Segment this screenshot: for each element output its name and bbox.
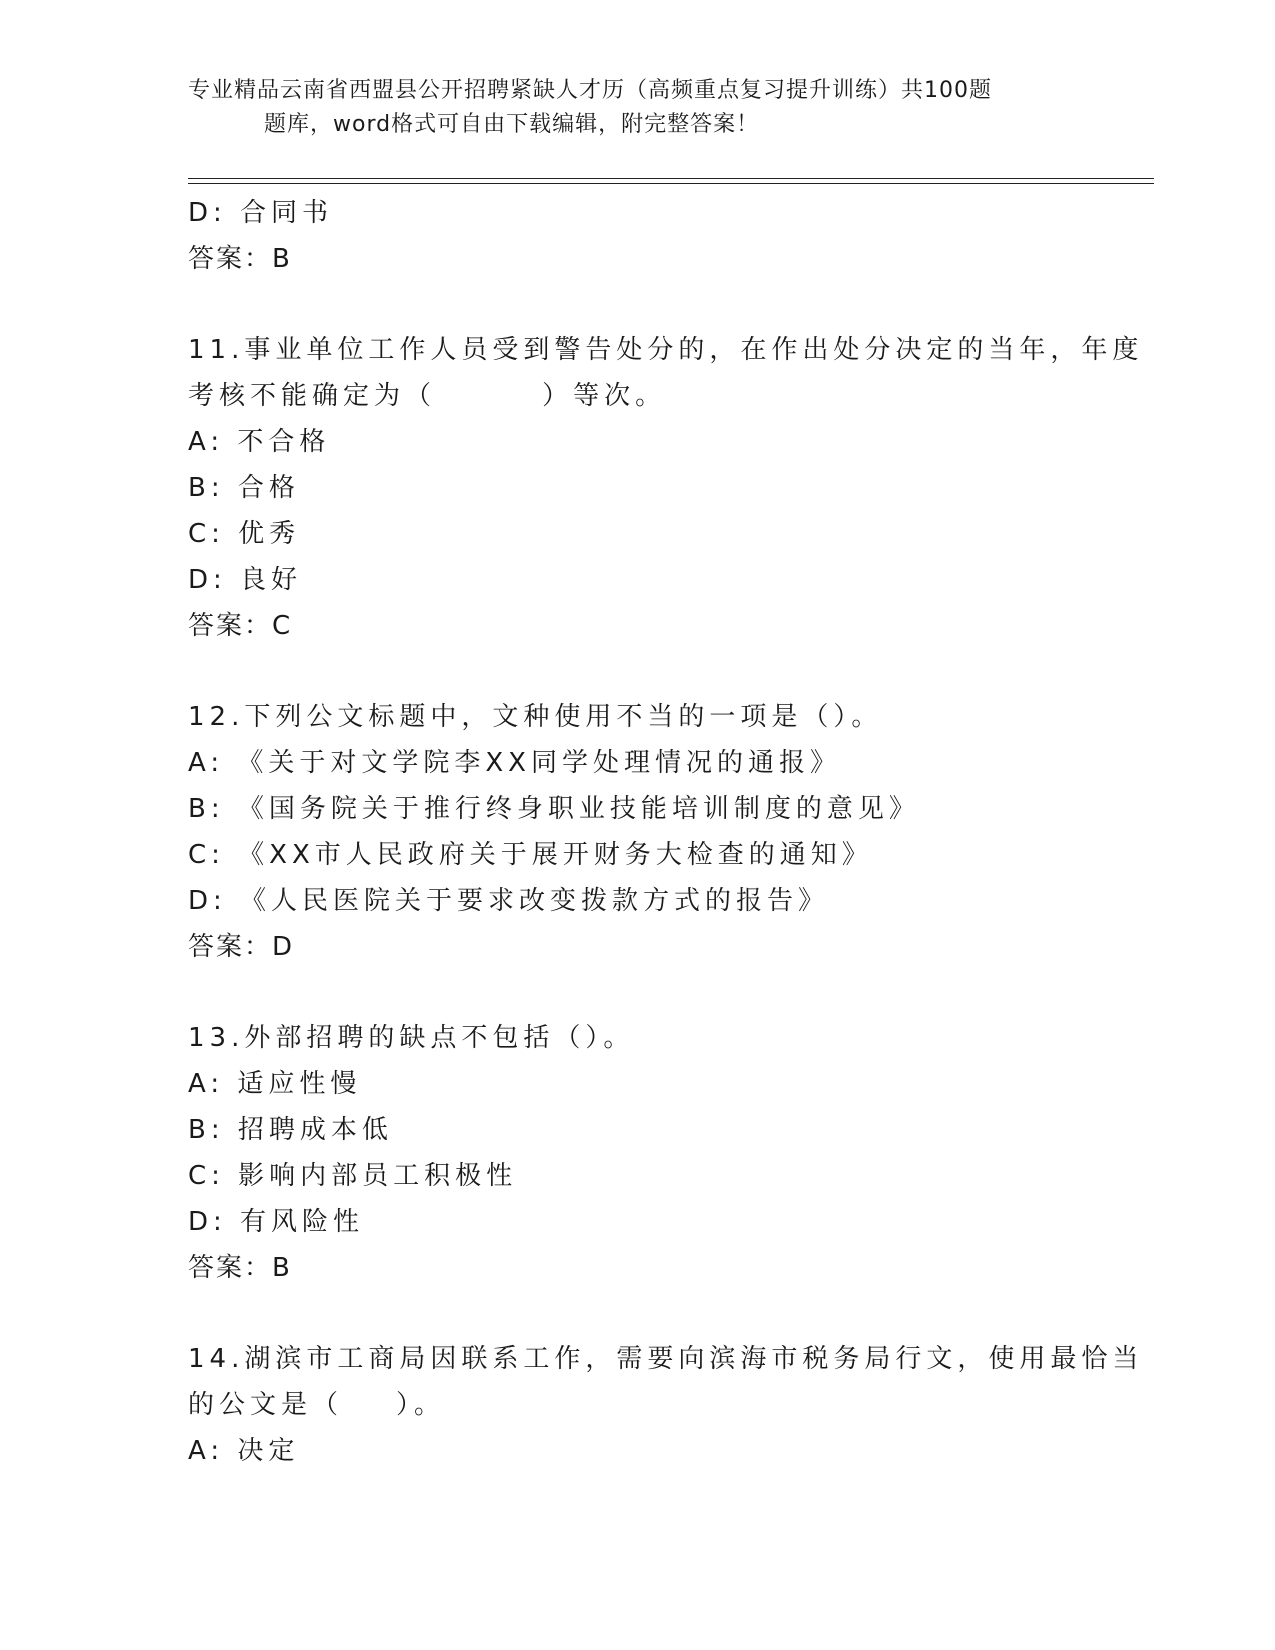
question-text-cont: 考核不能确定为（ ）等次。 [188, 381, 667, 411]
option-d: D: 合同书 [188, 198, 334, 228]
option-d: D: 《人民医院关于要求改变拨款方式的报告》 [188, 886, 830, 916]
option-a: A: 决定 [188, 1436, 300, 1466]
question-text: 11.事业单位工作人员受到警告处分的，在作出处分决定的当年，年度 [188, 335, 1144, 365]
option-b: B: 合格 [188, 473, 300, 503]
option-a: A: 《关于对文学院李XX同学处理情况的通报》 [188, 748, 841, 778]
question-11 [188, 327, 1148, 649]
option-c: C: 优秀 [188, 519, 301, 549]
question-13 [188, 1015, 1148, 1291]
question-list [188, 190, 1148, 1474]
header-title-line2: 题库，word格式可自由下载编辑，附完整答案！ [264, 112, 760, 137]
option-c: C: 影响内部员工积极性 [188, 1161, 518, 1191]
header-rule-bottom [188, 183, 1154, 184]
option-d: D: 良好 [188, 565, 303, 595]
answer: 答案：B [188, 244, 292, 274]
header-title-line1: 专业精品云南省西盟县公开招聘紧缺人才历（高频重点复习提升训练）共100题 [188, 78, 992, 103]
question-10-tail [188, 190, 1148, 282]
question-14 [188, 1336, 1148, 1474]
option-b: B: 《国务院关于推行终身职业技能培训制度的意见》 [188, 794, 920, 824]
option-a: A: 不合格 [188, 427, 331, 457]
document-header [188, 74, 1088, 142]
question-text: 14.湖滨市工商局因联系工作，需要向滨海市税务局行文，使用最恰当 [188, 1344, 1144, 1374]
option-d: D: 有风险性 [188, 1207, 365, 1237]
answer: 答案：B [188, 1253, 292, 1283]
option-a: A: 适应性慢 [188, 1069, 362, 1099]
question-text: 13.外部招聘的缺点不包括（）。 [188, 1023, 635, 1053]
question-text-cont: 的公文是（ ）。 [188, 1390, 446, 1420]
question-text: 12.下列公文标题中，文种使用不当的一项是（）。 [188, 702, 883, 732]
option-b: B: 招聘成本低 [188, 1115, 393, 1145]
question-12 [188, 694, 1148, 970]
answer: 答案：C [188, 611, 293, 641]
option-c: C: 《XX市人民政府关于展开财务大检查的通知》 [188, 840, 873, 870]
header-rule-top [188, 178, 1154, 179]
answer: 答案：D [188, 932, 295, 962]
